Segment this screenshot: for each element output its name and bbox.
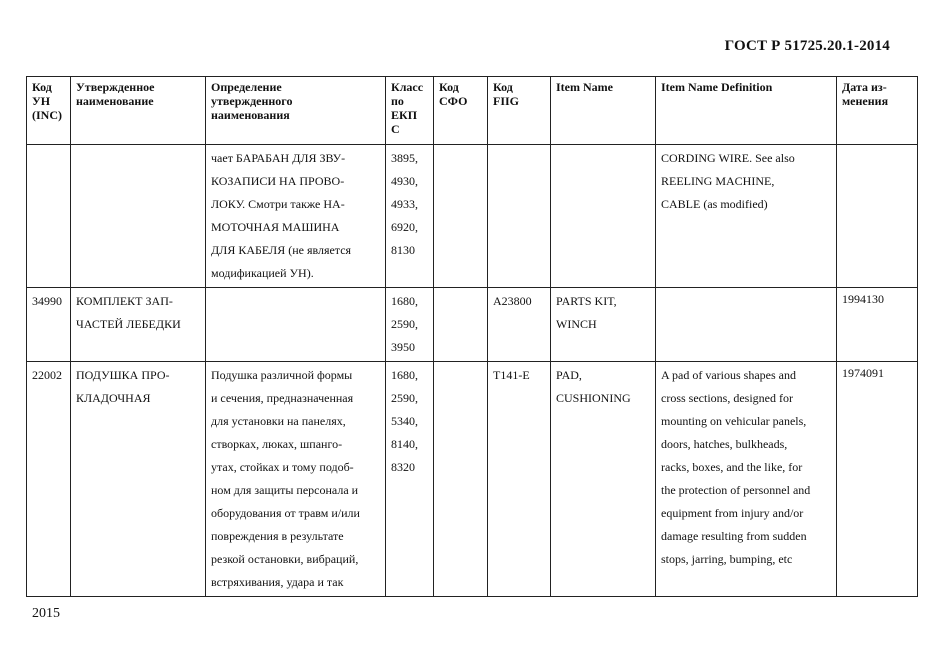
cell-item-name: PAD, CUSHIONING [551,362,656,597]
cell-date: 1974091 [837,362,918,597]
cell-definition [206,288,386,362]
table-row [27,288,918,362]
table-row [27,145,918,288]
cell-approved-name: ПОДУШКА ПРО- КЛАДОЧНАЯ [71,362,206,597]
cell-sfo [434,145,488,288]
document-standard-number: ГОСТ Р 51725.20.1-2014 [724,38,890,54]
cell-item-name [551,145,656,288]
cell-definition: чает БАРАБАН ДЛЯ ЗВУ- КОЗАПИСИ НА ПРОВО- ЛОКУ. Смотри также НА- МОТОЧНАЯ МАШИНА ДЛЯ КАБЕЛЯ (не является модификацией УН). [206,145,386,288]
cell-fiig [488,145,551,288]
page-number: 2015 [32,606,60,621]
cell-class: 3895, 4930, 4933, 6920, 8130 [386,145,434,288]
column-header-item-name: Item Name [551,77,656,145]
cell-approved-name: КОМПЛЕКТ ЗАП- ЧАСТЕЙ ЛЕБЕДКИ [71,288,206,362]
cell-date [837,145,918,288]
column-header-item-name-definition: Item Name Definition [656,77,837,145]
cell-sfo [434,362,488,597]
cell-item-name-definition [656,288,837,362]
cell-date: 1994130 [837,288,918,362]
column-header-sfo: Код СФО [434,77,488,145]
column-header-date: Дата из- менения [837,77,918,145]
cell-inc [27,145,71,288]
column-header-fiig: Код FIIG [488,77,551,145]
cell-item-name-definition: CORDING WIRE. See also REELING MACHINE, CABLE (as modified) [656,145,837,288]
cell-class: 1680, 2590, 3950 [386,288,434,362]
table-row [27,362,918,597]
column-header-class: Класс по ЕКП С [386,77,434,145]
table-header-row [27,77,918,145]
cell-item-name-definition: A pad of various shapes and cross sections, designed for mounting on vehicular panels, doors, hatches, bulkheads, racks, boxes, and the like, for the protection of personnel and equipment from injury and/or damage resulting from sudden stops, jarring, bumping, etc [656,362,837,597]
cell-inc: 22002 [27,362,71,597]
cell-definition: Подушка различной формы и сечения, предназначенная для установки на панелях, створках, люках, шпанго- утах, стойках и тому подоб- ном для защиты персонала и оборудования от травм и/или повреждения в результате резкой остановки, вибраций, встряхивания, удара и так [206,362,386,597]
cell-class: 1680, 2590, 5340, 8140, 8320 [386,362,434,597]
cell-item-name: PARTS KIT, WINCH [551,288,656,362]
cell-fiig: A23800 [488,288,551,362]
catalog-table [26,76,918,597]
column-header-approved-name: Утвержденное наименование [71,77,206,145]
cell-sfo [434,288,488,362]
cell-inc: 34990 [27,288,71,362]
cell-fiig: T141-E [488,362,551,597]
cell-approved-name [71,145,206,288]
column-header-inc: Код УН (INC) [27,77,71,145]
column-header-definition: Определение утвержденного наименования [206,77,386,145]
